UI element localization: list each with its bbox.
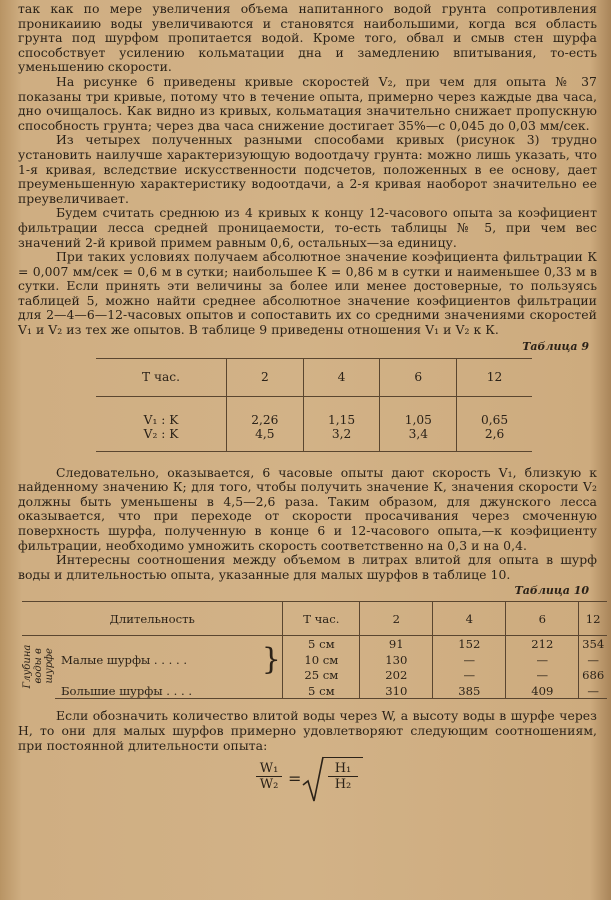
fraction-right [328, 761, 358, 792]
cell: 686 [579, 667, 607, 683]
cell: 4,5 [227, 427, 304, 452]
cell: 310 [360, 683, 433, 699]
cell: 5 см [283, 636, 360, 652]
cell: — [433, 652, 506, 668]
cell: 409 [506, 683, 579, 699]
cell: 2,26 [227, 396, 304, 427]
equals-sign: = [288, 769, 302, 789]
fraction-left [256, 761, 282, 792]
sqrt-bar [323, 757, 363, 758]
table9-caption: Таблица 9 [522, 339, 589, 353]
header-cell: 4 [433, 602, 506, 636]
table-row [22, 683, 607, 699]
header-cell: 2 [227, 358, 304, 396]
cell: 3,2 [303, 427, 380, 452]
paragraph: При таких условиях получаем абсолютное значение коэфициента фильтрации К = 0,007 мм/сек = 0,6 м в сутки; наибольшее К = 0,86 м в сутки и наименьшее 0,33 м в сутки. Если принять эти величины за более или менее достоверные, то пользуясь таблицей 5, можно найти среднее абсолютное значение коэфициентов фильтрации для 2—4—6—12-часовых опытов и сопоставить их со средними значениями скоростей V₁ и V₂ из тех же опытов. В таблице 9 приведены отношения V₁ и V₂ к К. [18, 249, 597, 338]
side-label: Глубина воды в шурфе [22, 644, 55, 689]
cell: 2,6 [457, 427, 532, 452]
cell: — [579, 652, 607, 668]
row-label: V₁ : K [143, 412, 179, 427]
cell: 5 см [283, 683, 360, 699]
table-row [22, 636, 607, 652]
group-label: Малые шурфы . . . . . [61, 652, 188, 667]
table9 [96, 358, 532, 452]
row-label: V₂ : K [96, 427, 227, 452]
header-cell: 12 [457, 358, 532, 396]
header-cell: Длительность [22, 602, 283, 636]
numerator: H₁ [328, 761, 358, 777]
paragraph: Из четырех полученных разными способами кривых (рисунок 3) трудно установить наилучше характеризующую водоотдачу грунта: можно лишь указать, что 1-я кривая, вследствие искусственности подсчетов, положенных в ее основу, дает преуменьшенную характеристику водоотдачи, а 2-я кривая наоборот значительно ее преувеличивает. [18, 132, 597, 206]
paragraph: Будем считать среднюю из 4 кривых к концу 12-часового опыта за коэфициент фильтрации лесса средней проницаемости, то-есть таблицы № 5, при чем вес значений 2-й кривой примем равным 0,6, остальных—за единицу. [18, 205, 597, 250]
table10-caption: Таблица 10 [514, 584, 589, 598]
cell: 10 см [283, 652, 360, 668]
cell: — [506, 652, 579, 668]
cell: 354 [579, 636, 607, 652]
header-cell: 4 [303, 358, 380, 396]
cell: 25 см [283, 667, 360, 683]
denominator: W₂ [259, 777, 279, 793]
cell: 152 [433, 636, 506, 652]
cell: 1,05 [380, 396, 457, 427]
paragraph: Следовательно, оказывается, 6 часовые опыты дают скорость V₁, близкую к найденному значению К; для того, чтобы получить значение К, значения скорости V₂ должны быть уменьшены в 4,5—2,6 раза. Таким образом, для джунского лесса оказывается, что при переходе от скорости просачивания через смоченную поверхность шурфа, полученную в конце 6 и 12-часового опыта,—к коэфициенту фильтрации, необходимо умножить скорость соответственно на 0,3 и на 0,4. [18, 464, 597, 553]
table-row [96, 427, 532, 452]
cell: 385 [433, 683, 506, 699]
cell: 91 [360, 636, 433, 652]
header-cell: 6 [506, 602, 579, 636]
denominator: H₂ [334, 777, 352, 793]
table-row [96, 396, 532, 427]
table10 [22, 601, 607, 699]
cell: — [433, 667, 506, 683]
cell: — [579, 683, 607, 699]
cell: 1,15 [303, 396, 380, 427]
table-header-row [22, 602, 607, 636]
cell: 130 [360, 652, 433, 668]
formula [18, 755, 597, 811]
header-cell: 2 [360, 602, 433, 636]
header-cell: 12 [579, 602, 607, 636]
cell: 0,65 [457, 396, 532, 427]
paragraph: Интересны соотношения между объемом в литрах влитой для опыта в шурф воды и длительностью опыта, указанные для малых шурфов в таблице 10. [18, 552, 597, 582]
numerator: W₁ [256, 761, 282, 777]
table-header-row [96, 358, 532, 396]
header-cell: T час. [96, 358, 227, 396]
sqrt-icon [302, 755, 324, 805]
paragraph: На рисунке 6 приведены кривые скоростей V₂, при чем для опыта № 37 показаны три кривые, потому что в течение опыта, примерно через каждые два часа, дно очищалось. Как видно из кривых, кольматация значительно снижает пропускную способность грунта; через два часа снижение достигает 35%—с 0,045 до 0,03 мм/сек. [18, 73, 597, 133]
cell: 3,4 [380, 427, 457, 452]
header-cell: T час. [283, 602, 360, 636]
cell: 212 [506, 636, 579, 652]
paragraph: так как по мере увеличения объема напитанного водой грунта сопротивления проникаиию воды увеличиваются и становятся наибольшими, когда вся область грунта под шурфом пропитается водой. Кроме того, обвал и смыв стен шурфа способствует усилению кольматации дна и замедлению впитывания, то-есть уменьшению скорости. [18, 1, 597, 75]
cell: 202 [360, 667, 433, 683]
cell: — [506, 667, 579, 683]
header-cell: 6 [380, 358, 457, 396]
paragraph: Если обозначить количество влитой воды через W, а высоту воды в шурфе через H, то они для малых шурфов примерно удовлетворяют следующим соотношениям, при постоянной длительности опыта: [18, 708, 597, 753]
brace-icon: } [261, 641, 281, 677]
group-label: Большие шурфы . . . . [61, 683, 193, 698]
